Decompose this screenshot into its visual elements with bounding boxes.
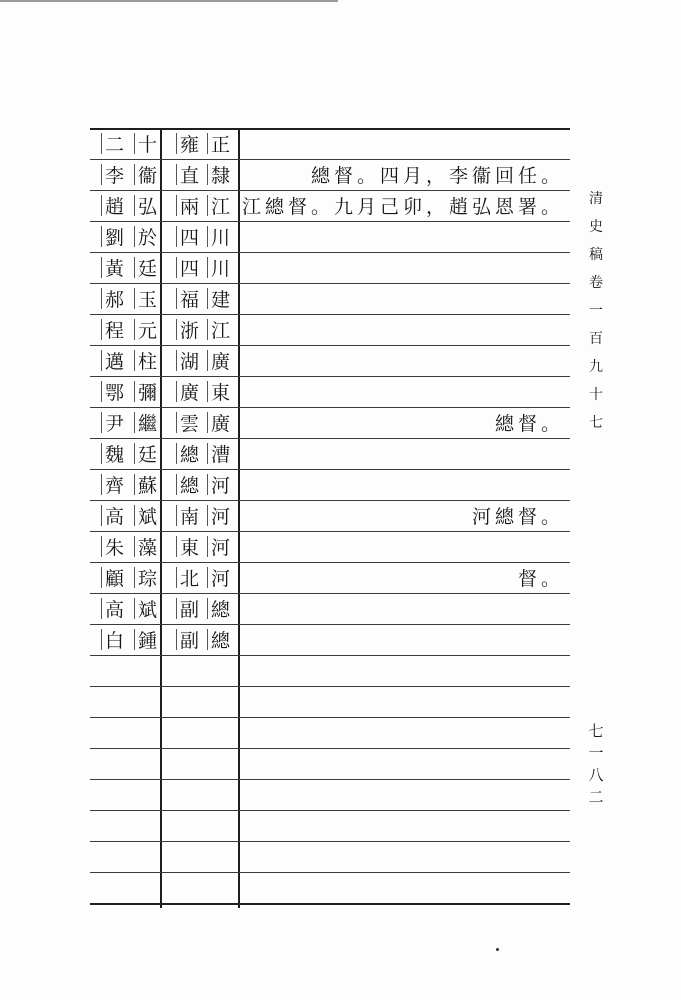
character: 柱 <box>134 347 157 374</box>
character: 黃 <box>101 254 124 281</box>
official-name-cell <box>96 345 162 376</box>
post-title-cell <box>172 500 234 531</box>
character: 河 <box>207 471 230 498</box>
character: 四 <box>176 223 199 250</box>
character: 藻 <box>134 533 157 560</box>
record-text-cell <box>242 128 564 159</box>
character: 弘 <box>134 192 157 219</box>
record-text-cell <box>242 624 564 655</box>
character: 南 <box>176 502 199 529</box>
character: 鄂 <box>101 378 124 405</box>
character: 四 <box>176 254 199 281</box>
official-name-cell <box>96 314 162 345</box>
character: 總 <box>207 595 230 622</box>
character: 十 <box>134 130 157 157</box>
record-text-cell <box>242 221 564 252</box>
record-text-cell <box>242 314 564 345</box>
row-rule <box>90 748 570 749</box>
table-row <box>90 283 570 314</box>
post-title-cell <box>172 469 234 500</box>
character: 顧 <box>101 564 124 591</box>
character: 河 <box>207 564 230 591</box>
character: 川 <box>207 223 230 250</box>
official-name-cell <box>96 500 162 531</box>
character: 李 <box>101 161 124 188</box>
character: 玉 <box>134 285 157 312</box>
character: 湖 <box>176 347 199 374</box>
character: 程 <box>101 316 124 343</box>
character: 斌 <box>134 595 157 622</box>
character: 白 <box>101 626 124 653</box>
character: 衞 <box>134 161 157 188</box>
official-name-cell <box>96 407 162 438</box>
character: 浙 <box>176 316 199 343</box>
post-title-cell <box>172 438 234 469</box>
character: 琮 <box>134 564 157 591</box>
character: 副 <box>176 595 199 622</box>
character: 廷 <box>134 440 157 467</box>
character: 蘇 <box>134 471 157 498</box>
record-text-cell <box>242 252 564 283</box>
row-rule <box>90 841 570 842</box>
official-name-cell <box>96 283 162 314</box>
table-row <box>90 562 570 593</box>
character: 福 <box>176 285 199 312</box>
official-name-cell <box>96 190 162 221</box>
record-text-cell: 河總督。 <box>471 506 564 528</box>
character: 魏 <box>101 440 124 467</box>
official-name-cell <box>96 252 162 283</box>
character: 二 <box>101 130 124 157</box>
table-row <box>90 376 570 407</box>
row-rule <box>90 810 570 811</box>
table-header-row <box>90 128 570 159</box>
character: 廷 <box>134 254 157 281</box>
character: 雲 <box>176 409 199 436</box>
character: 劉 <box>101 223 124 250</box>
character: 尹 <box>101 409 124 436</box>
table-row <box>90 531 570 562</box>
character: 建 <box>207 285 230 312</box>
table-row <box>90 252 570 283</box>
table-bottom-rule <box>90 903 570 905</box>
post-title-cell <box>172 252 234 283</box>
character: 朱 <box>101 533 124 560</box>
character: 正 <box>207 130 230 157</box>
table-row <box>90 221 570 252</box>
character: 總 <box>176 471 199 498</box>
character: 邁 <box>101 347 124 374</box>
character: 彌 <box>134 378 157 405</box>
record-text-cell <box>242 593 564 624</box>
row-rule <box>90 779 570 780</box>
post-title-cell <box>172 593 234 624</box>
post-title-cell <box>172 562 234 593</box>
official-name-cell <box>96 593 162 624</box>
record-text-cell: 督。 <box>517 568 564 590</box>
row-rule <box>90 717 570 718</box>
row-rule <box>90 655 570 656</box>
official-name-cell <box>96 624 162 655</box>
table-row <box>90 345 570 376</box>
character: 廣 <box>176 378 199 405</box>
post-title-cell <box>172 221 234 252</box>
character: 趙 <box>101 192 124 219</box>
character: 兩 <box>176 192 199 219</box>
record-text-cell: 江總督。九月己卯，趙弘恩署。 <box>241 196 564 218</box>
character: 漕 <box>207 440 230 467</box>
official-table <box>90 128 570 908</box>
page-number: 七一八二 <box>588 722 604 806</box>
header-reign-cell <box>172 128 234 159</box>
table-row <box>90 314 570 345</box>
character: 河 <box>207 533 230 560</box>
character: 川 <box>207 254 230 281</box>
character: 鍾 <box>134 626 157 653</box>
table-row <box>90 438 570 469</box>
table-row <box>90 190 570 221</box>
table-row <box>90 469 570 500</box>
character: 廣 <box>207 409 230 436</box>
record-text-cell <box>242 376 564 407</box>
post-title-cell <box>172 407 234 438</box>
record-text-cell <box>242 438 564 469</box>
post-title-cell <box>172 159 234 190</box>
character: 繼 <box>134 409 157 436</box>
character: 河 <box>207 502 230 529</box>
record-text-cell: 總督。四月，李衞回任。 <box>310 165 564 187</box>
official-name-cell <box>96 438 162 469</box>
character: 齊 <box>101 471 124 498</box>
character: 東 <box>207 378 230 405</box>
official-name-cell <box>96 562 162 593</box>
character: 副 <box>176 626 199 653</box>
post-title-cell <box>172 376 234 407</box>
character: 於 <box>134 223 157 250</box>
record-text-cell <box>242 531 564 562</box>
character: 高 <box>101 502 124 529</box>
character: 雍 <box>176 130 199 157</box>
character: 總 <box>176 440 199 467</box>
character: 斌 <box>134 502 157 529</box>
official-name-cell <box>96 469 162 500</box>
post-title-cell <box>172 531 234 562</box>
character: 東 <box>176 533 199 560</box>
table-row <box>90 500 570 531</box>
top-rule <box>0 0 338 2</box>
row-rule <box>90 872 570 873</box>
official-name-cell <box>96 159 162 190</box>
table-row <box>90 624 570 655</box>
character: 廣 <box>207 347 230 374</box>
character: 北 <box>176 564 199 591</box>
official-name-cell <box>96 221 162 252</box>
post-title-cell <box>172 314 234 345</box>
character: 高 <box>101 595 124 622</box>
running-title: 清史稿卷一百九十七 <box>589 191 603 431</box>
header-year-cell <box>96 128 162 159</box>
post-title-cell <box>172 190 234 221</box>
character: 郝 <box>101 285 124 312</box>
character: 隸 <box>207 161 230 188</box>
table-row <box>90 593 570 624</box>
character: 元 <box>134 316 157 343</box>
post-title-cell <box>172 283 234 314</box>
row-rule <box>90 686 570 687</box>
post-title-cell <box>172 624 234 655</box>
table-row <box>90 407 570 438</box>
record-text-cell <box>242 469 564 500</box>
character: 江 <box>207 316 230 343</box>
record-text-cell <box>242 345 564 376</box>
official-name-cell <box>96 531 162 562</box>
character: 直 <box>176 161 199 188</box>
official-name-cell <box>96 376 162 407</box>
table-row <box>90 159 570 190</box>
record-text-cell: 總督。 <box>494 413 564 435</box>
character: 江 <box>207 192 230 219</box>
post-title-cell <box>172 345 234 376</box>
character: 總 <box>207 626 230 653</box>
record-text-cell <box>242 283 564 314</box>
ink-speck <box>496 948 499 951</box>
